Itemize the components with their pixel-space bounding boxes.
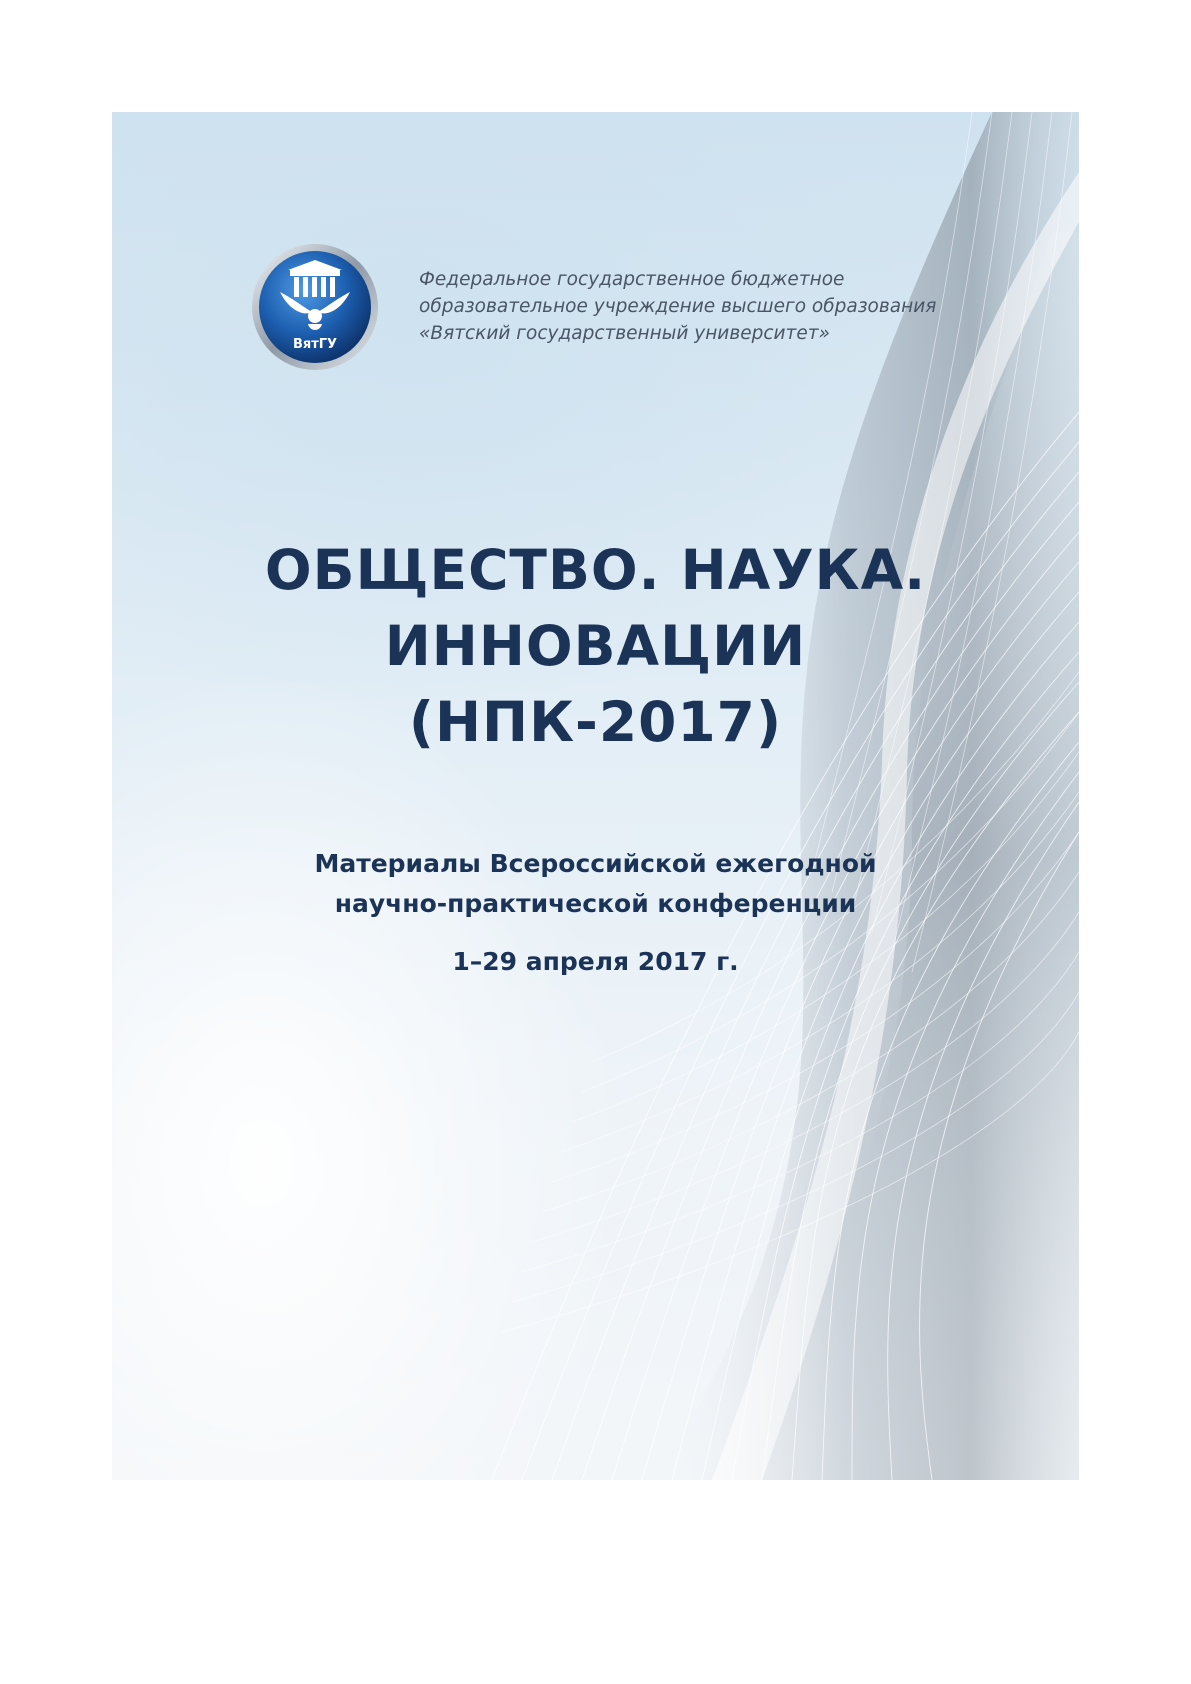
conference-dates: 1–29 апреля 2017 г. xyxy=(452,947,739,976)
subtitle-line: научно-практической конференции xyxy=(334,889,857,918)
title-line: ОБЩЕСТВО. НАУКА. xyxy=(264,538,927,602)
page-title xyxy=(112,532,1079,760)
vyatgu-logo-icon xyxy=(250,242,380,372)
institution-line: образовательное учреждение высшего образования xyxy=(419,296,937,317)
subtitle-line: Материалы Всероссийской ежегодной xyxy=(314,849,877,878)
title-line: (НПК-2017) xyxy=(408,690,783,754)
institution-line: «Вятский государственный университет» xyxy=(419,323,830,344)
cover-page xyxy=(112,112,1079,1480)
institution-name xyxy=(419,266,1039,347)
conference-subtitle xyxy=(112,844,1079,924)
logo-label: ВятГУ xyxy=(292,337,338,352)
title-line: ИННОВАЦИИ xyxy=(384,614,807,678)
institution-line: Федеральное государственное бюджетное xyxy=(419,269,845,290)
